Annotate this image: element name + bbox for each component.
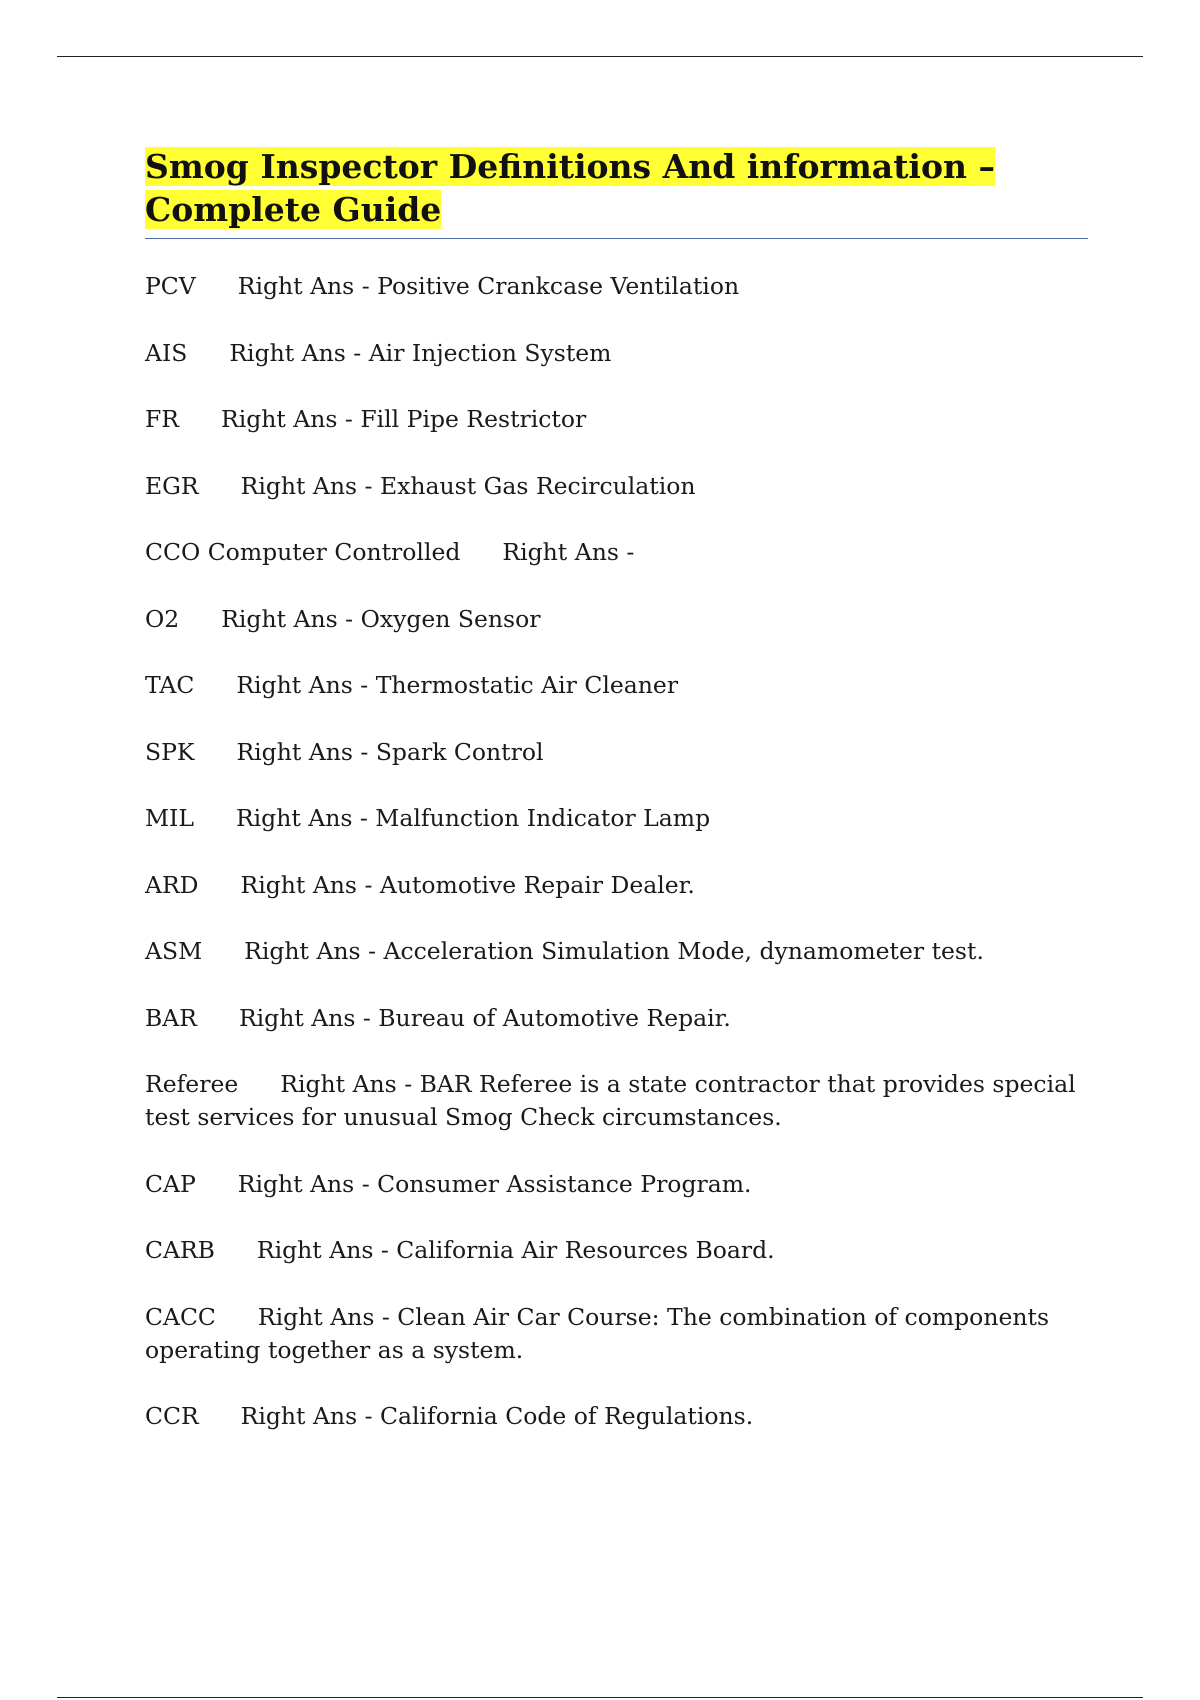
entry-answer: Right Ans - Clean Air Car Course: The combination of components operating together as a system. [145, 1302, 1050, 1364]
entry-term: CCR [145, 1402, 199, 1430]
page-bottom-rule [57, 1697, 1143, 1698]
definition-entry [145, 337, 1090, 370]
entry-answer: Right Ans - Positive Crankcase Ventilation [237, 272, 740, 300]
definition-entry [145, 1301, 1090, 1367]
entry-answer: Right Ans - [502, 538, 635, 566]
entry-answer: Right Ans - Automotive Repair Dealer. [240, 870, 695, 899]
entry-term: TAC [145, 671, 195, 699]
definition-entry [145, 1400, 1090, 1433]
entry-term: BAR [145, 1003, 197, 1032]
entry-term: O2 [145, 604, 180, 633]
entry-term: ARD [145, 870, 199, 899]
definition-entry [145, 1002, 1090, 1035]
title-line-2: Complete Guide [145, 190, 442, 229]
definition-entry [145, 1068, 1090, 1134]
title-underline-rule [145, 238, 1088, 239]
entry-term: CAP [145, 1169, 196, 1198]
definition-entry [145, 403, 1090, 436]
entry-answer: Right Ans - Malfunction Indicator Lamp [235, 804, 711, 832]
title-line-1: Smog Inspector Definitions And information – [145, 147, 995, 186]
definition-entry [145, 270, 1090, 303]
definition-entry [145, 802, 1090, 835]
entry-answer: Right Ans - Thermostatic Air Cleaner [236, 671, 679, 699]
entry-answer: Right Ans - Bureau of Automotive Repair. [238, 1003, 731, 1032]
definitions-list [145, 270, 1090, 1467]
page-top-rule [57, 56, 1143, 57]
entry-term: EGR [145, 471, 199, 500]
definition-entry [145, 1234, 1090, 1267]
entry-term: CARB [145, 1236, 215, 1264]
entry-answer: Right Ans - Air Injection System [229, 338, 612, 367]
entry-term: CCO Computer Controlled [145, 538, 461, 566]
entry-answer: Right Ans - BAR Referee is a state contractor that provides special test services for unusual Smog Check circumstances. [145, 1070, 1076, 1131]
entry-answer: Right Ans - California Air Resources Board. [256, 1236, 775, 1264]
entry-term: PCV [145, 272, 196, 300]
entry-term: SPK [145, 737, 195, 766]
definition-entry [145, 669, 1090, 702]
definition-entry [145, 736, 1090, 769]
entry-answer: Right Ans - Exhaust Gas Recirculation [240, 471, 696, 500]
definition-entry [145, 869, 1090, 902]
document-title-block [145, 145, 1090, 231]
definition-entry [145, 935, 1090, 968]
entry-answer: Right Ans - Consumer Assistance Program. [237, 1169, 752, 1198]
definition-entry [145, 603, 1090, 636]
entry-answer: Right Ans - Oxygen Sensor [221, 604, 541, 633]
document-title [145, 145, 1090, 231]
entry-answer: Right Ans - Spark Control [236, 737, 544, 766]
entry-term: AIS [145, 338, 188, 367]
entry-term: Referee [145, 1070, 239, 1098]
entry-answer: Right Ans - California Code of Regulations. [240, 1402, 754, 1430]
definition-entry [145, 1168, 1090, 1201]
entry-term: FR [145, 405, 179, 433]
entry-term: MIL [145, 804, 194, 832]
definition-entry [145, 536, 1090, 569]
entry-term: CACC [145, 1302, 216, 1331]
entry-term: ASM [145, 937, 203, 965]
entry-answer: Right Ans - Fill Pipe Restrictor [221, 405, 587, 433]
definition-entry [145, 470, 1090, 503]
entry-answer: Right Ans - Acceleration Simulation Mode, dynamometer test. [244, 937, 984, 965]
